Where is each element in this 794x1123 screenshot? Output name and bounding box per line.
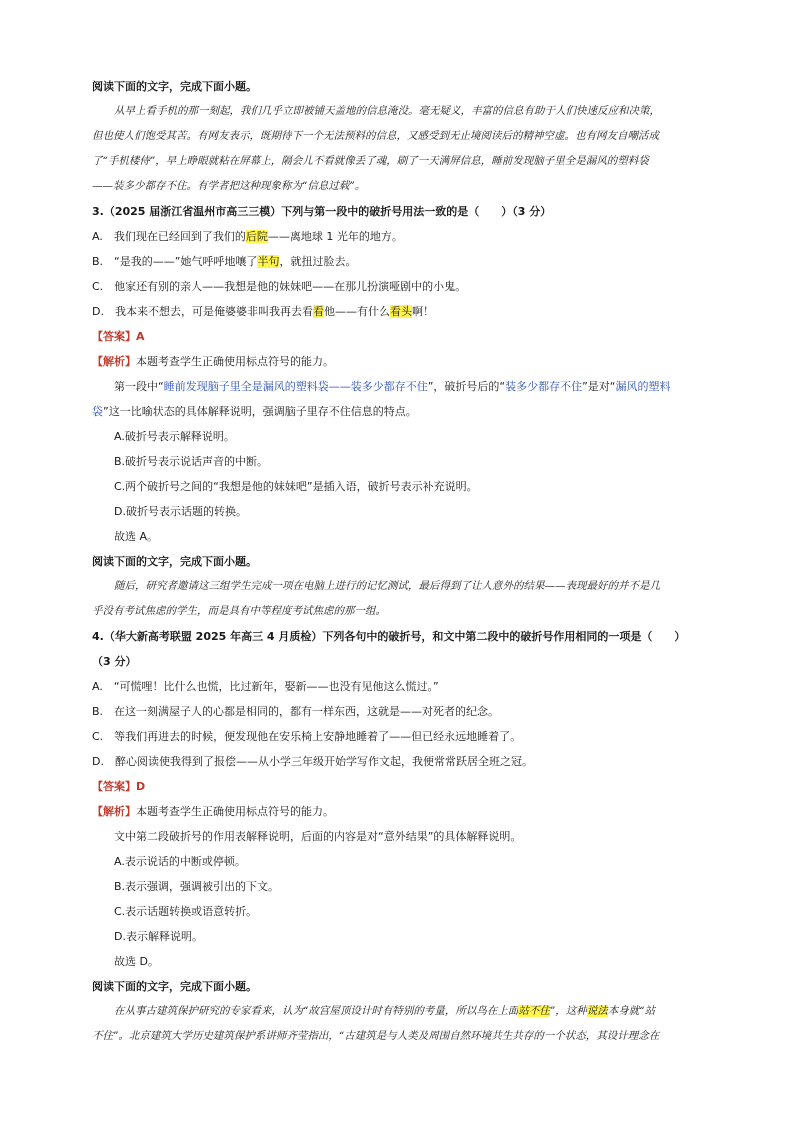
question3-option-c: C. 他家还有别的亲人——我想是他的妹妹吧——在那儿扮演哑剧中的小鬼。 [92,280,467,293]
question3-conclusion: 故选 A。 [114,530,159,543]
section1-heading: 阅读下面的文字，完成下面小题。 [92,80,257,93]
question4-opt-a: A.表示说话的中断或停顿。 [114,855,246,868]
section3-heading: 阅读下面的文字，完成下面小题。 [92,980,257,993]
question4-option-a: A. “可慌哩！比什么也慌，比过新年，娶新——也没有见他这么慌过。” [92,680,439,693]
section1-line-2: 但也使人们饱受其苦。有网友表示，既期待下一个无法预料的信息，又感受到无止境阅读后的精神空虚。也有网友自嘲活成 [92,130,659,142]
question3-opt-c: C.两个破折号之间的“我想是他的妹妹吧”是插入语，破折号表示补充说明。 [114,480,478,493]
question4-conclusion: 故选 D。 [114,955,159,968]
highlight-mark: 看 [312,305,324,318]
document-page [92,74,728,1049]
highlight-mark: 站不住 [518,1005,550,1017]
question3-explanation-line-1: 第一段中“睡前发现脑子里全是漏风的塑料袋——装多少都存不住”，破折号后的“装多少都存不住”是对“漏风的塑料 [114,380,671,393]
question3-option-d: D. 我本来不想去，可是俺婆婆非叫我再去看看他——有什么看头啊！ [92,305,434,318]
question4-option-c: C. 等我们再进去的时候，便发现他在安乐椅上安静地睡着了——但已经永远地睡着了。 [92,730,522,743]
question4-analysis: 【解析】本题考查学生正确使用标点符号的能力。 [92,805,334,818]
highlight-mark: 说法 [586,1005,608,1017]
highlight-mark: 看头 [389,305,412,318]
question3-analysis: 【解析】本题考查学生正确使用标点符号的能力。 [92,355,334,368]
section2-heading: 阅读下面的文字，完成下面小题。 [92,555,257,568]
section1-line-1: 从早上看手机的那一刻起，我们几乎立即被铺天盖地的信息淹没。毫无疑义，丰富的信息有助于人们快速反应和决策， [114,105,660,117]
question4-opt-c: C.表示话题转换或语意转折。 [114,905,258,918]
question3-opt-a: A.破折号表示解释说明。 [114,430,235,443]
section3-line-2: 不住”。北京建筑大学历史建筑保护系讲师齐莹指出，“古建筑是与人类及周围自然环境共生共存的一个状态，其设计理念在 [92,1030,660,1042]
question3-explanation-line-2: 袋”这一比喻状态的具体解释说明，强调脑子里存不住信息的特点。 [92,405,417,418]
question4-explanation: 文中第二段破折号的作用表解释说明，后面的内容是对“意外结果”的具体解释说明。 [114,830,522,843]
question4-option-d: D. 醉心阅读使我得到了报偿——从小学三年级开始学写作文起，我便常常跃居全班之冠。 [92,755,533,768]
question3-opt-b: B.破折号表示说话声音的中断。 [114,455,269,468]
question3-answer: 【答案】A [92,330,145,343]
highlight-mark: 后院 [245,230,268,243]
question4-opt-b: B.表示强调，强调被引出的下文。 [114,880,280,893]
question4-answer: 【答案】D [92,780,146,793]
question4-option-b: B. 在这一刻满屋子人的心都是相同的，都有一样东西，这就是——对死者的纪念。 [92,705,500,718]
highlight-mark: 半句 [257,255,280,268]
question3-option-a: A. 我们现在已经回到了我们的后院——离地球 1 光年的地方。 [92,230,403,243]
question3-stem: 3.（2025 届浙江省温州市高三三模）下列与第一段中的破折号用法一致的是（ ）（3 分） [92,205,552,218]
question3-opt-d: D.破折号表示话题的转换。 [114,505,247,518]
question4-stem: 4.（华大新高考联盟 2025 年高三 4 月质检）下列各句中的破折号，和文中第二段中的破折号作用相同的一项是（ ） [92,630,686,643]
question4-stem-score: （3 分） [92,655,137,668]
question4-opt-d: D.表示解释说明。 [114,930,203,943]
section3-line-1: 在从事古建筑保护研究的专家看来，认为“故宫屋顶设计时有特别的考量，所以鸟在上面站不住”，这种说法本身就“站 [114,1005,656,1017]
section1-line-3: 了“手机楼侍”，早上睁眼就粘在屏幕上，隔会儿不看就像丢了魂，刷了一天满屏信息，睡前发现脑子里全是漏风的塑料袋 [92,155,649,167]
section2-line-1: 随后，研究者邀请这三组学生完成一项在电脑上进行的记忆测试，最后得到了让人意外的结果——表现最好的并不是几 [114,580,660,592]
question3-option-b: B. “是我的——”她气呼呼地嚷了半句，就扭过脸去。 [92,255,357,268]
section1-line-4: ——装多少都存不住。有学者把这种现象称为“信息过载”。 [92,180,366,192]
section2-line-2: 乎没有考试焦虑的学生，而是具有中等程度考试焦虑的那一组。 [92,605,386,617]
